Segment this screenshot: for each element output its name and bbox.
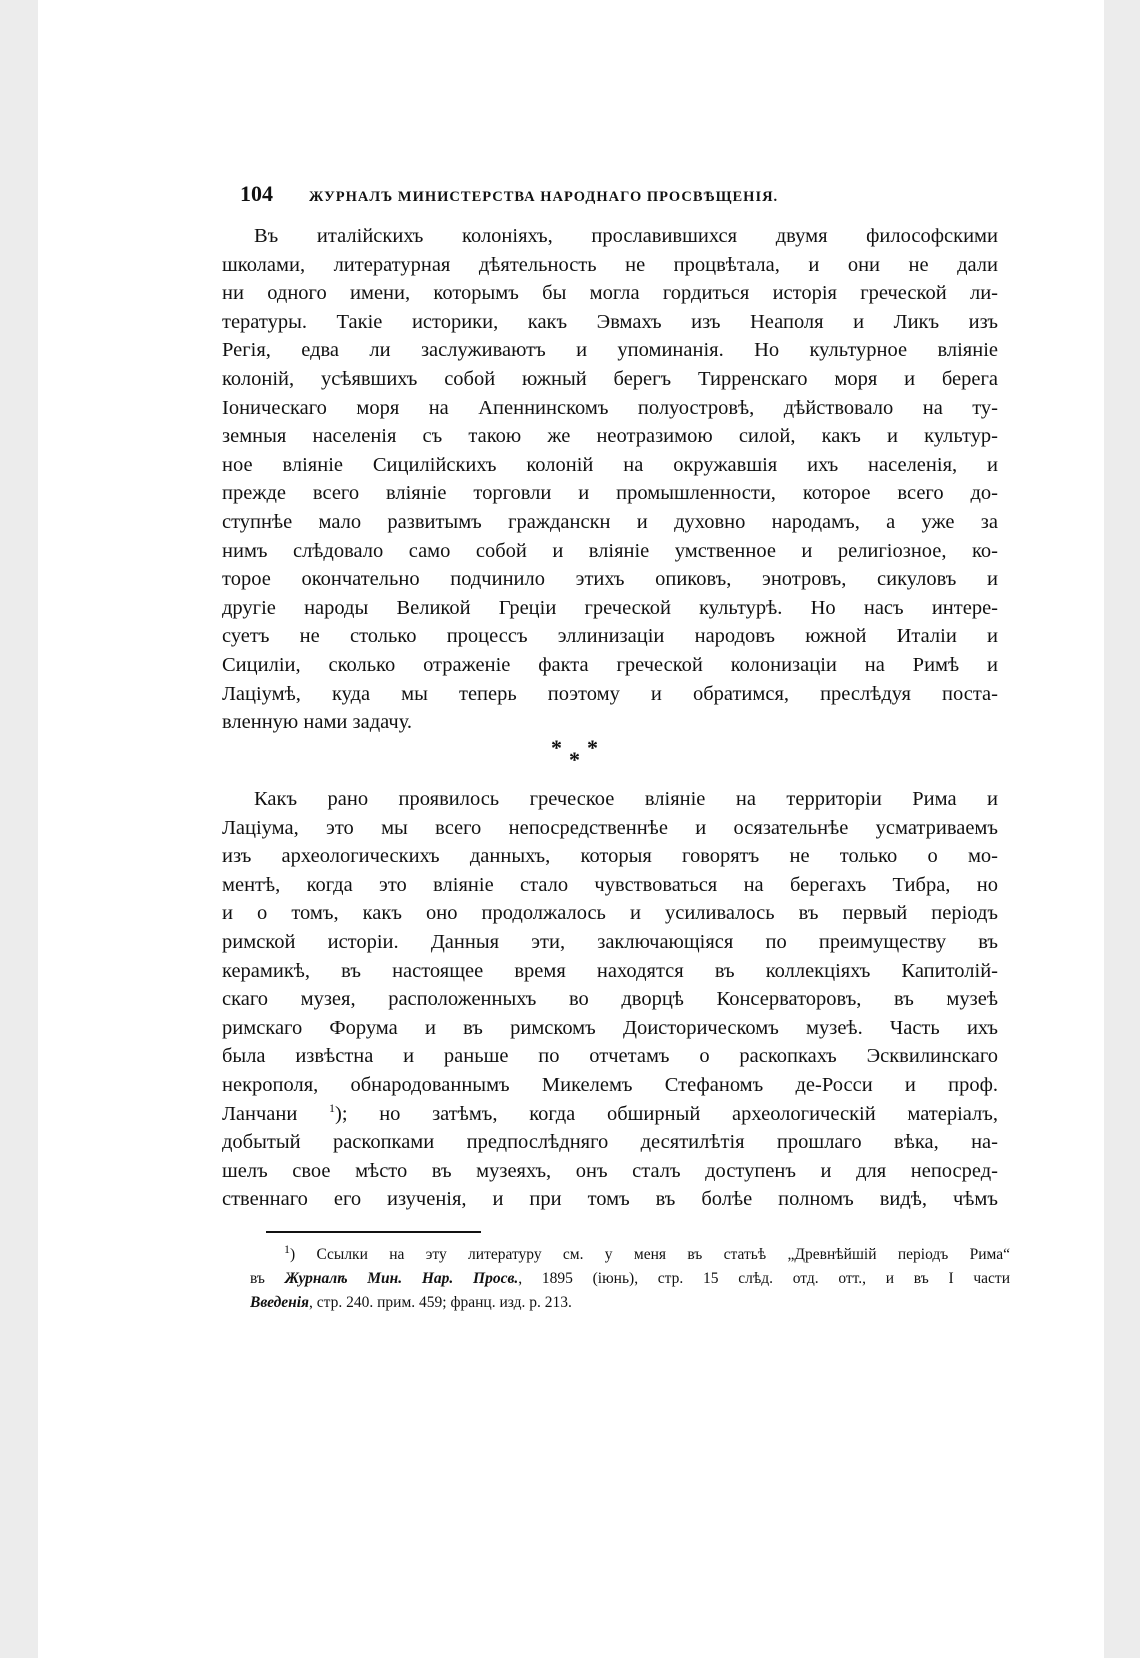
footnote-reference: 1	[329, 1100, 335, 1115]
book-title: Введенія	[250, 1294, 310, 1311]
text-line: скаго музея, расположенныхъ во дворцѣ Консерваторовъ, въ музеѣ	[222, 988, 998, 1011]
page-header	[240, 181, 1010, 207]
text-line: ступнѣе мало развитымъ гражданскн и духовно народамъ, а уже за	[222, 510, 998, 533]
text-line: Въ италійскихъ колоніяхъ, прославившихся двумя философскими	[254, 225, 998, 247]
footnote-text: въ	[250, 1270, 265, 1287]
text-line: Сициліи, сколько отраженіе факта греческой колонизаціи на Римѣ и	[222, 653, 998, 676]
text-line: Какъ рано проявилось греческое вліяніе на территоріи Рима и	[254, 788, 998, 810]
text-span: ); но затѣмъ, когда обширный археологическій матеріалъ,	[335, 1102, 998, 1125]
footnote-divider	[266, 1231, 481, 1233]
asterisk: *	[569, 747, 580, 772]
text-span: Ланчани	[222, 1102, 298, 1125]
text-line: керамикѣ, въ настоящее время находятся въ коллекціяхъ Капитолій-	[222, 959, 998, 982]
page-number: 104	[240, 181, 273, 206]
text-line: изъ археологическихъ данныхъ, которыя говорятъ не только о мо-	[222, 845, 998, 868]
text-line: суетъ не столько процессъ эллинизаціи народовъ южной Италіи и	[222, 625, 998, 648]
text-line: торое окончательно подчинило этихъ опиковъ, энотровъ, сикуловъ и	[222, 568, 998, 591]
text-line: шелъ свое мѣсто въ музеяхъ, онъ сталъ доступенъ и для непосред-	[222, 1159, 998, 1182]
paragraph-1	[222, 222, 998, 737]
footnote-text: , 1895 (іюнь), стр. 15 слѣд. отд. отт., и въ I части	[518, 1270, 1010, 1287]
text-line: Регія, едва ли заслуживаютъ и упоминанія. Но культурное вліяніе	[222, 339, 998, 362]
text-line: земныя населенія съ такою же неотразимою силой, какъ и культур-	[222, 425, 998, 448]
text-line: колоній, усѣявшихъ собой южный берегъ Тирренскаго моря и берега	[222, 367, 998, 390]
asterisk: *	[587, 735, 598, 760]
book-page	[38, 0, 1104, 1658]
footnote-line	[250, 1291, 1010, 1315]
text-line	[222, 1100, 998, 1129]
asterisk: *	[551, 735, 562, 760]
text-line: тературы. Такіе историки, какъ Эвмахъ изъ Неаполя и Ликъ изъ	[222, 310, 998, 333]
footnote-text: ) Ссылки на эту литературу см. у меня въ статьѣ „Древнѣйшій періодъ Рима“	[290, 1246, 1010, 1263]
footnote-text: , стр. 240. прим. 459; франц. изд. р. 213.	[309, 1294, 572, 1311]
text-line: римской исторіи. Данныя эти, заключающіяся по преимуществу въ	[222, 930, 998, 953]
text-line: добытый раскопками предпослѣдняго десятилѣтія прошлаго вѣка, на-	[222, 1131, 998, 1154]
footnote-line	[250, 1243, 1010, 1267]
text-line: школами, литературная дѣятельность не процвѣтала, и они не дали	[222, 253, 998, 276]
journal-title: Журналѣ Мин. Нар. Просв.	[284, 1270, 519, 1287]
running-head: ЖУРНАЛЪ МИНИСТЕРСТВА НАРОДНАГО ПРОСВѢЩЕНІЯ.	[309, 189, 779, 205]
text-line: и о томъ, какъ оно продолжалось и усиливалось въ первый періодъ	[222, 902, 998, 925]
text-line: вленную нами задачу.	[222, 711, 413, 734]
text-line: другіе народы Великой Греціи греческой культурѣ. Но насъ интере-	[222, 596, 998, 619]
paragraph-2	[222, 785, 998, 1214]
text-line: римскаго Форума и въ римскомъ Доисторическомъ музеѣ. Часть ихъ	[222, 1016, 998, 1039]
text-line: нимъ слѣдовало само собой и вліяніе умственное и религіозное, ко-	[222, 539, 998, 562]
text-line: ни одного имени, которымъ бы могла гордиться исторія греческой ли-	[222, 282, 998, 305]
text-line: прежде всего вліяніе торговли и промышленности, которое всего до-	[222, 482, 998, 505]
text-line: Лаціумѣ, куда мы теперь поэтому и обратимся, преслѣдуя поста-	[222, 682, 998, 705]
text-line: Лаціума, это мы всего непосредственнѣе и осязательнѣе усматриваемъ	[222, 816, 998, 839]
footnote-line	[250, 1267, 1010, 1291]
text-line: ственнаго его изученія, и при томъ въ болѣе полномъ видѣ, чѣмъ	[222, 1188, 998, 1211]
text-line: Іоническаго моря на Апеннинскомъ полуостровѣ, дѣйствовало на ту-	[222, 396, 998, 419]
text-line: ное вліяніе Сицилійскихъ колоній на окружавшія ихъ населенія, и	[222, 453, 998, 476]
footnote-mark: 1	[284, 1243, 290, 1256]
text-line: ментѣ, когда это вліяніе стало чувствоваться на берегахъ Тибра, но	[222, 873, 998, 896]
text-line: была извѣстна и раньше по отчетамъ о раскопкахъ Эсквилинскаго	[222, 1045, 998, 1068]
footnote	[250, 1243, 1010, 1315]
text-line: некрополя, обнародованнымъ Микелемъ Стефаномъ де-Росси и проф.	[222, 1073, 998, 1096]
